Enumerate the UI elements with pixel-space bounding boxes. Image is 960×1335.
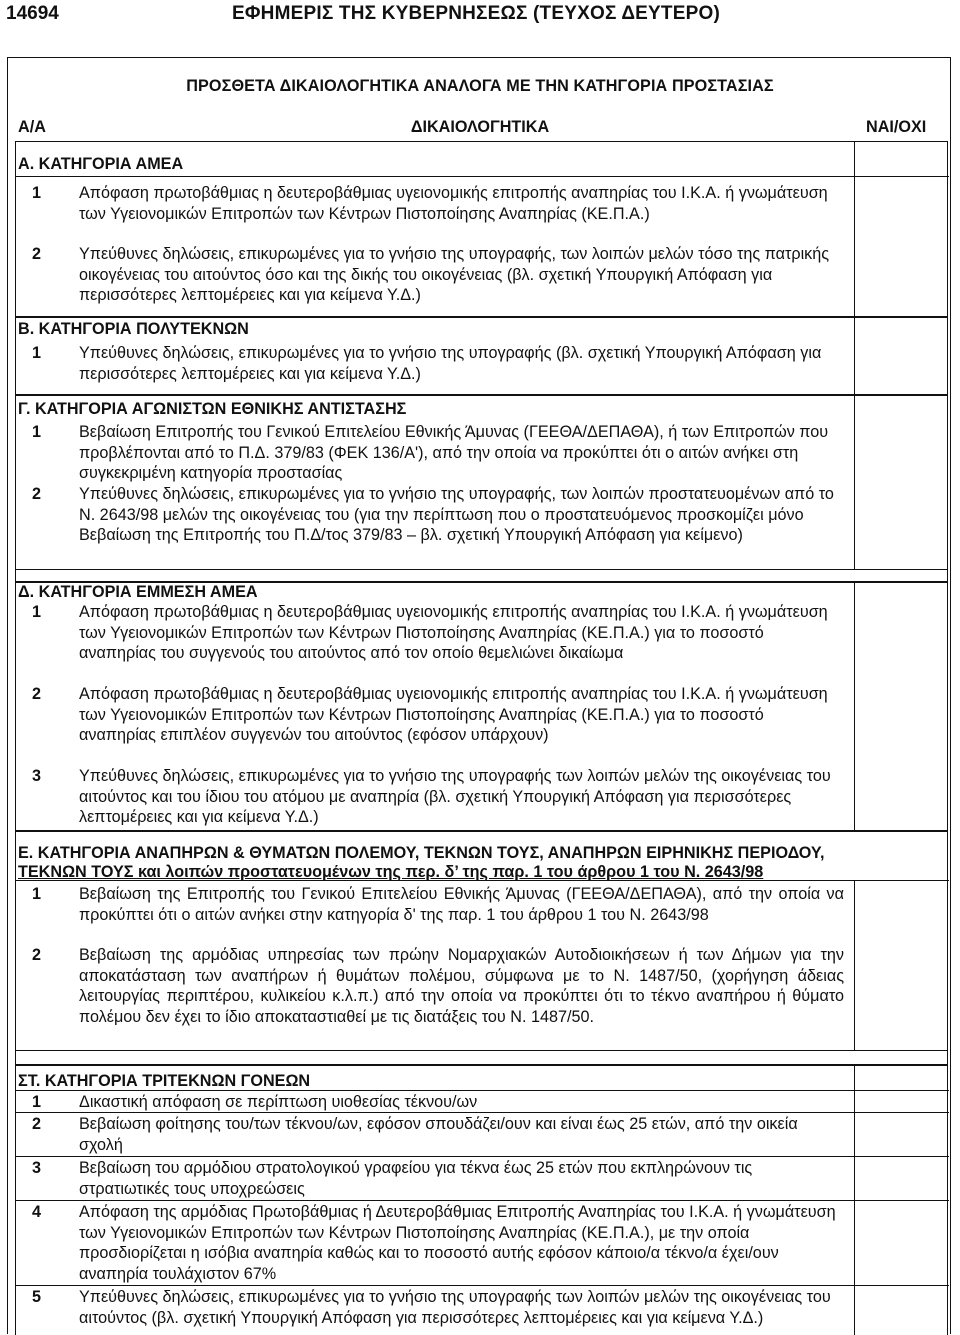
section-c-box [15,395,948,570]
list-item [16,484,949,569]
list-item [16,602,949,684]
item-text: Βεβαίωση Επιτροπής του Γενικού Επιτελείου Εθνικής Άμυνας (ΓΕΕΘΑ/ΔΕΠΑΘΑ), ή των Επιτροπών που προβλέπονται από το Π.Δ. 379/83 (ΦΕΚ 136/Α'), από την οποία να προκύπτει ότι ο αιτών ανήκει στη συγκεκριμένη κατηγορία προστασίας [79,423,829,483]
list-item [16,1202,949,1284]
page-number: 14694 [6,3,59,24]
item-number: 1 [32,603,42,621]
list-item [16,183,949,243]
item-number: 1 [32,344,42,362]
section-st-box [15,1065,948,1335]
list-item [16,766,949,828]
item-number: 3 [32,767,42,785]
item-number: 2 [32,1115,42,1133]
list-item [16,244,949,312]
column-header-yes-no: ΝΑΙ/ΟΧΙ [866,118,927,136]
item-number: 2 [32,245,42,263]
item-text: Υπεύθυνες δηλώσεις, επικυρωμένες για το γνήσιο της υπογραφής, των λοιπών μελών τόσο της πατρικής οικογένειας του αιτούντος όσο και της δικής του οικογένειας (βλ. σχετική Υπουργική Απόφαση για περισσότερες λεπτομέρειες και για κείμενα Υ.Δ.) [79,245,830,305]
spacer-row [15,1051,948,1065]
list-item [16,422,949,484]
item-number: 1 [32,885,42,903]
item-number: 2 [32,946,42,964]
list-item [16,1092,949,1112]
item-number: 1 [32,423,42,441]
column-header-documents: ΔΙΚΑΙΟΛΟΓΗΤΙΚΑ [410,118,550,136]
item-number: 1 [32,184,42,202]
column-header-aa: Α/Α [18,118,46,136]
item-number: 3 [32,1159,42,1177]
journal-title: ΕΦΗΜΕΡΙΣ ΤΗΣ ΚΥΒΕΡΝΗΣΕΩΣ (ΤΕΥΧΟΣ ΔΕΥΤΕΡΟ) [232,3,720,24]
item-text: Βεβαίωση της Επιτροπής του Γενικού Επιτελείου Εθνικής Άμυνας (ΓΕΕΘΑ/ΔΕΠΑΘΑ), από την οποία να προκύπτει ότι ο αιτών ανήκει στην κατηγορία δ' της παρ. 1 του άρθρου 1 του Ν. 2643/98 [79,885,844,924]
section-heading-st: ΣΤ. ΚΑΤΗΓΟΡΙΑ ΤΡΙΤΕΚΝΩΝ ΓΟΝΕΩΝ [18,1072,311,1090]
item-text: Υπεύθυνες δηλώσεις, επικυρωμένες για το γνήσιο της υπογραφής, των λοιπών προστατευομένων από το Ν. 2643/98 μελών της οικογένειας του (για την περίπτωση που ο προστατευόμενος προσκομίζει μόνο Βεβαίωση της Επιτροπής του Π.Δ/τος 379/83 – βλ. σχετική Υπουργική Απόφαση για κείμενο) [79,485,834,545]
item-number: 4 [32,1203,42,1221]
item-text: Βεβαίωση φοίτησης του/των τέκνου/ων, εφόσον σπουδάζει/ουν και είναι έως 25 ετών, από την οικεία σχολή [79,1115,798,1154]
section-d-box [15,582,948,831]
item-number: 2 [32,685,42,703]
spacer-row [15,570,948,582]
section-heading-e: Ε. ΚΑΤΗΓΟΡΙΑ ΑΝΑΠΗΡΩΝ & ΘΥΜΑΤΩΝ ΠΟΛΕΜΟΥ, ΤΕΚΝΩΝ ΤΟΥΣ, ΑΝΑΠΗΡΩΝ ΕΙΡΗΝΙΚΗΣ ΠΕΡΙΟΔΟΥ, [18,844,825,862]
item-number: 1 [32,1093,42,1111]
list-item [16,1158,949,1200]
item-text: Υπεύθυνες δηλώσεις, επικυρωμένες για το γνήσιο της υπογραφής των λοιπών μελών της οικογένειας του αιτούντος και του ίδιου του ατόμου με αναπηρία (βλ. σχετική Υπουργική Απόφαση για περισσότερες λεπτομέρειες και για κείμενα Υ.Δ.) [79,767,831,827]
list-item [16,343,949,388]
item-text: Υπεύθυνες δηλώσεις, επικυρωμένες για το γνήσιο της υπογραφής (βλ. σχετική Υπουργική Απόφαση για περισσότερες λεπτομέρειες και για κείμενα Υ.Δ.) [79,344,822,383]
item-number: 5 [32,1288,42,1306]
page-header [0,0,960,32]
item-text: Δικαστική απόφαση σε περίπτωση υιοθεσίας τέκνου/ων [79,1093,478,1111]
list-item [16,1114,949,1156]
section-heading-d: Δ. ΚΑΤΗΓΟΡΙΑ ΕΜΜΕΣΗ ΑΜΕΑ [18,583,258,601]
item-text: Απόφαση πρωτοβάθμιας η δευτεροβάθμιας υγειονομικής επιτροπής αναπηρίας του Ι.Κ.Α. ή γνωμάτευση των Υγειονομικών Επιτροπών των Κέντρων Πιστοποίησης Αναπηρίας (ΚΕ.Π.Α.) [79,184,828,223]
list-item [16,684,949,766]
item-text: Βεβαίωση του αρμόδιου στρατολογικού γραφείου για τέκνα έως 25 ετών που εκπληρώνουν τις στρατιωτικές τους υποχρεώσεις [79,1159,753,1198]
section-heading-a: Α. ΚΑΤΗΓΟΡΙΑ ΑΜΕΑ [18,155,184,173]
item-number: 2 [32,485,42,503]
list-item [16,1287,949,1335]
section-heading-c: Γ. ΚΑΤΗΓΟΡΙΑ ΑΓΩΝΙΣΤΩΝ ΕΘΝΙΚΗΣ ΑΝΤΙΣΤΑΣΗΣ [18,400,407,418]
item-text: Απόφαση πρωτοβάθμιας η δευτεροβάθμιας υγειονομικής επιτροπής αναπηρίας του Ι.Κ.Α. ή γνωμάτευση των Υγειονομικών Επιτροπών των Κέντρων Πιστοποίησης Αναπηρίας (ΚΕ.Π.Α.) για το ποσοστό αναπηρίας του συγγενούς του αιτούντος από τον οποίο θεμελιώνει δικαίωμα [79,603,828,663]
item-text: Υπεύθυνες δηλώσεις, επικυρωμένες για το γνήσιο της υπογραφής των λοιπών μελών της οικογένειας του αιτούντος (βλ. σχετική Υπουργική Απόφαση για περισσότερες λεπτομέρειες και για κείμενα Υ.Δ.) [79,1288,831,1327]
section-heading-b: Β. ΚΑΤΗΓΟΡΙΑ ΠΟΛΥΤΕΚΝΩΝ [18,320,249,338]
item-text: Βεβαίωση της αρμόδιας υπηρεσίας των πρώην Νομαρχιακών Αυτοδιοικήσεων ή των Δήμων για την αποκατάσταση των αναπήρων ή θυμάτων πολέμου, σύμφωνα με το Ν. 1487/50, (χορήγηση άδειας λειτουργίας περιπτέρου, κυλικείου κ.λ.π.) από την οποία να προκύπτει ότι το τέκνο αναπήρου ή θύματο πολέμου δεν έχει το ίδιο αποκαταστιαθεί με τις διατάξεις του Ν. 1487/50. [79,946,844,1026]
list-item [16,945,949,1049]
table-title: ΠΡΟΣΘΕΤΑ ΔΙΚΑΙΟΛΟΓΗΤΙΚΑ ΑΝΑΛΟΓΑ ΜΕ ΤΗΝ ΚΑΤΗΓΟΡΙΑ ΠΡΟΣΤΑΣΙΑΣ [186,77,774,95]
item-text: Απόφαση πρωτοβάθμιας η δευτεροβάθμιας υγειονομικής επιτροπής αναπηρίας του Ι.Κ.Α. ή γνωμάτευση των Υγειονομικών Επιτροπών των Κέντρων Πιστοποίησης Αναπηρίας (ΚΕ.Π.Α.) για το ποσοστό αναπηρίας επιπλέον συγγενών του αιτούντος (εφόσον υπάρχουν) [79,685,828,745]
item-text: Απόφαση της αρμόδιας Πρωτοβάθμιας ή Δευτεροβάθμιας Επιτροπής Αναπηρίας του Ι.Κ.Α. ή γνωμάτευση των Υγειονομικών Επιτροπών των Κέντρων Πιστοποίησης Αναπηρίας (ΚΕ.Π.Α.), με την οποία προσδιορίζεται η ισόβια αναπηρία καθώς και το ποσοστό αυτής εφόσον κάποιο/α τέκνο/α έχει/ουν αναπηρία τουλάχιστον 67% [79,1203,836,1283]
list-item [16,884,949,944]
section-heading-e-line2: ΤΕΚΝΩΝ ΤΟΥΣ και λοιπών προστατευομένων της περ. δ’ της παρ. 1 του άρθρου 1 του Ν. 2643/98 [18,863,764,881]
